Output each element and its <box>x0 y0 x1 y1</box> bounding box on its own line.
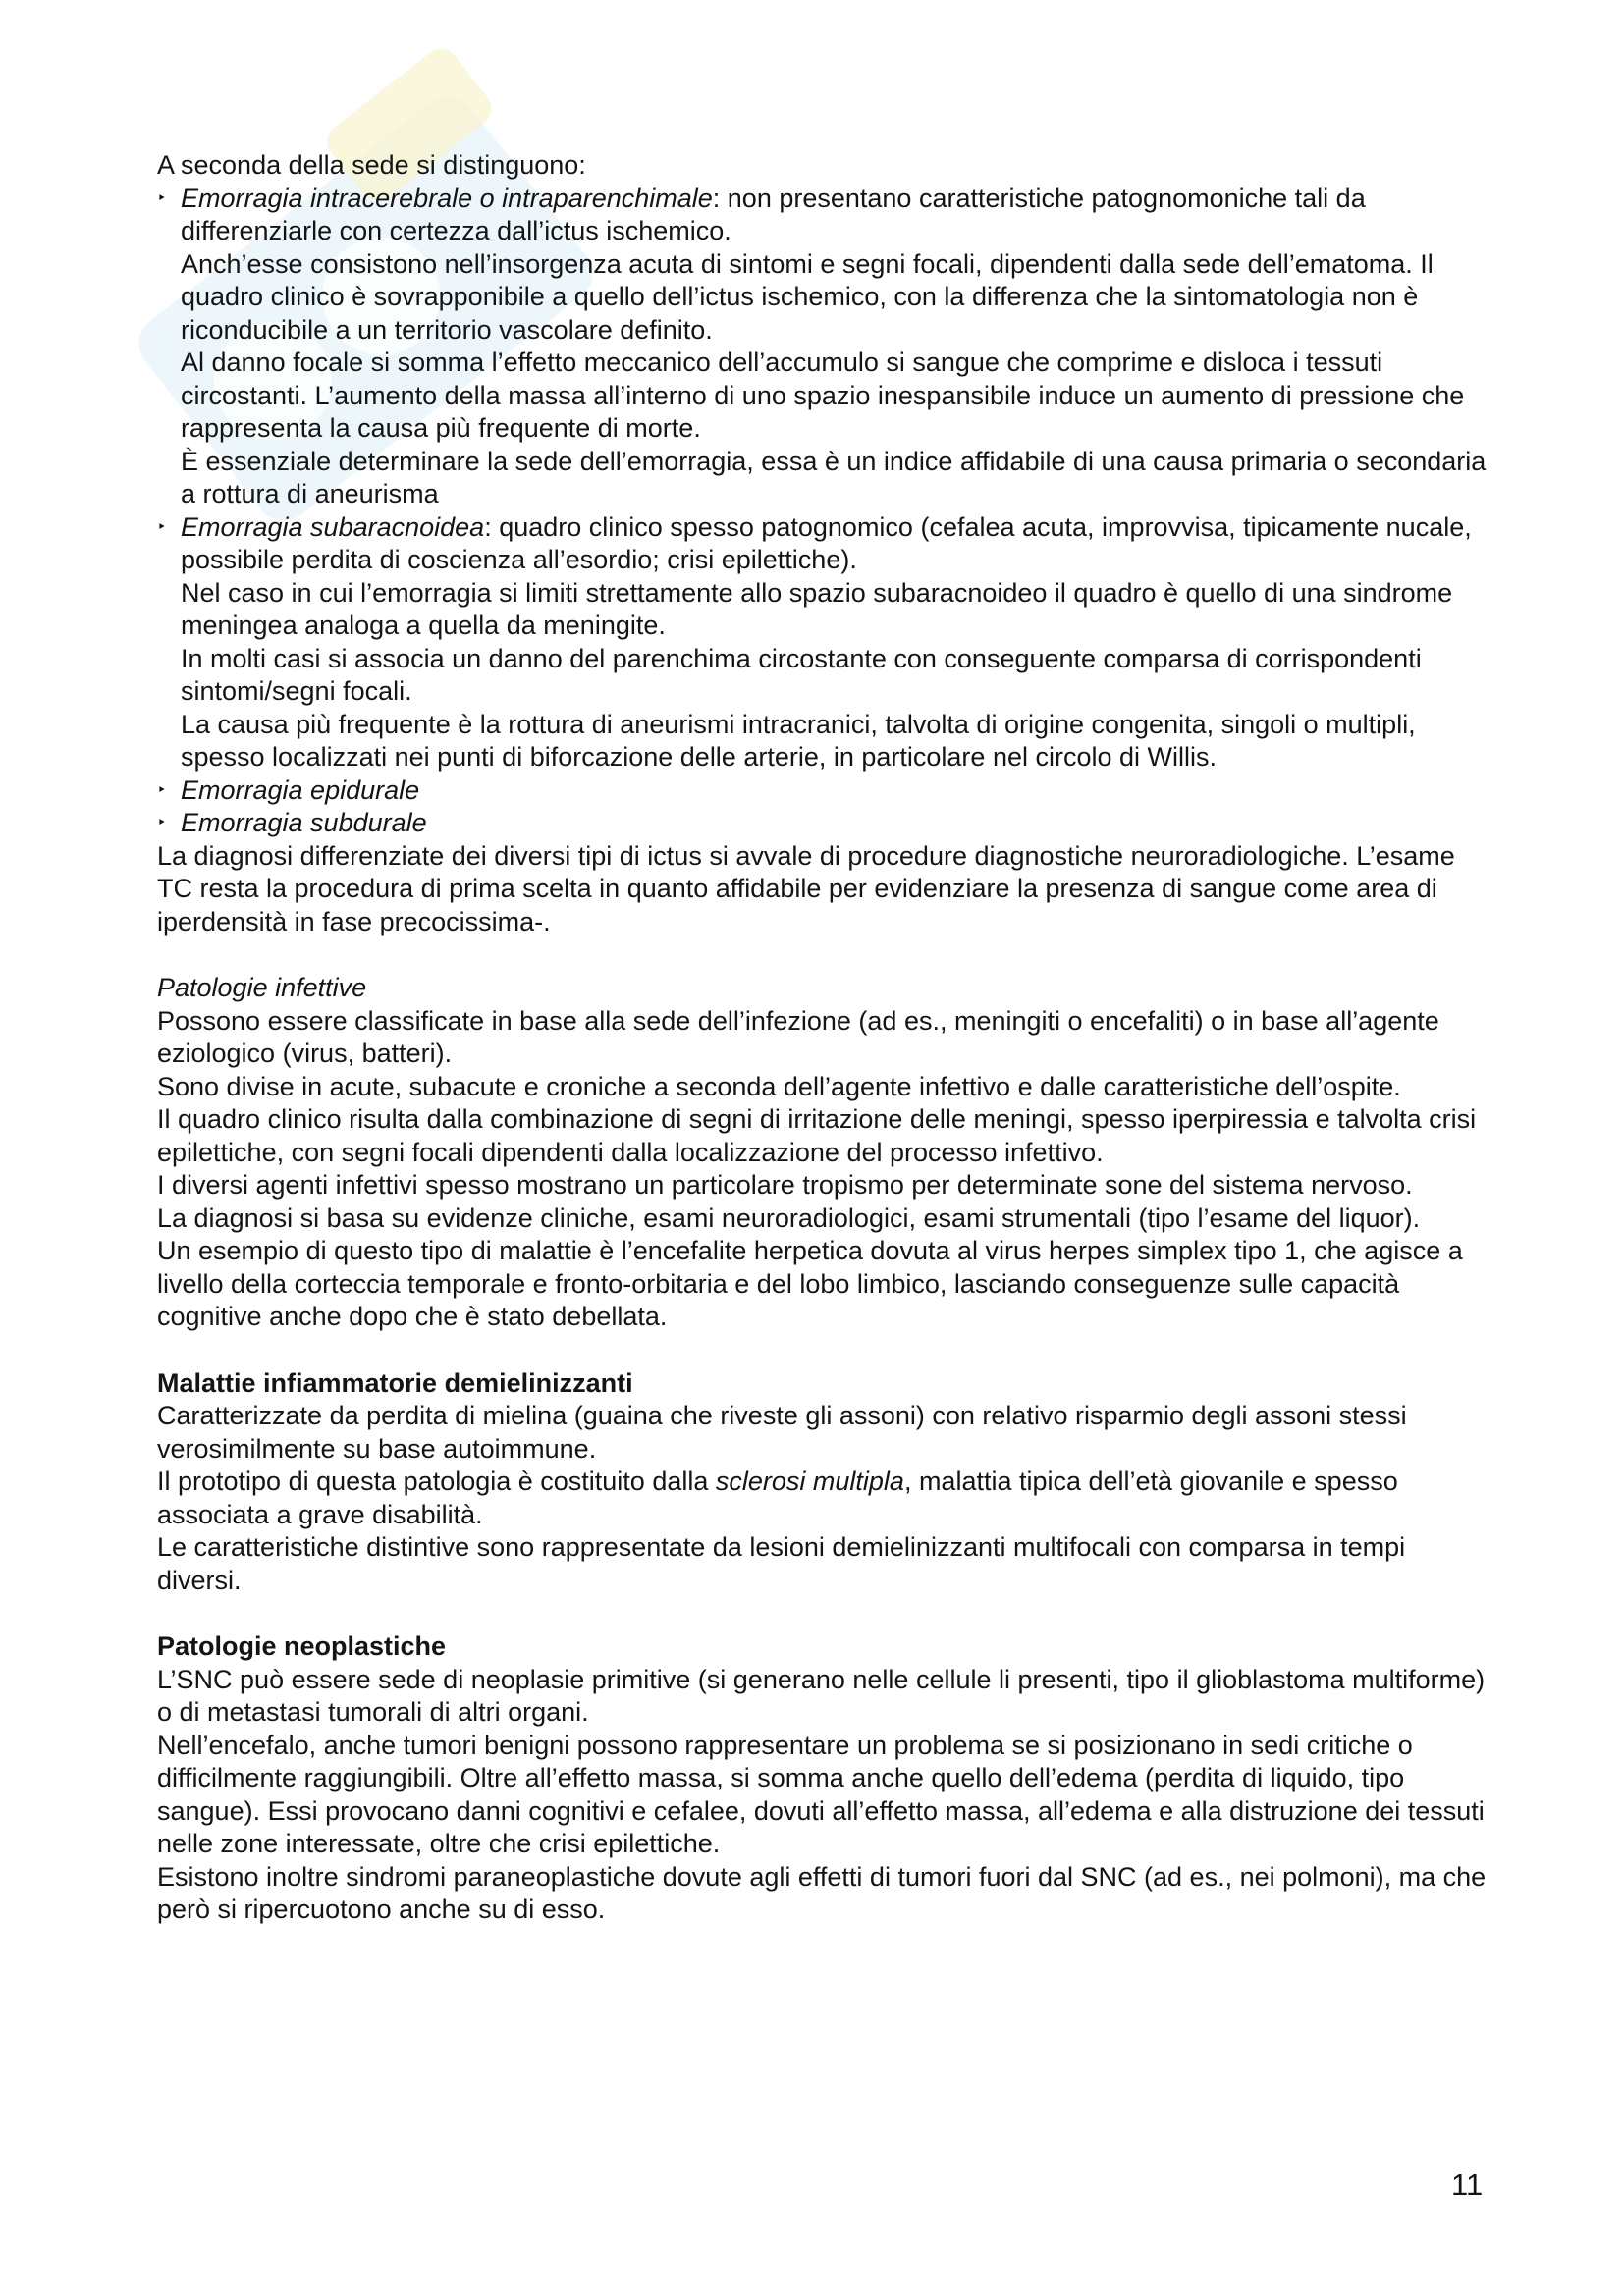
paragraph: I diversi agenti infettivi spesso mostrano un particolare tropismo per determinate sone del sistema nervoso. <box>157 1170 1413 1200</box>
diagnosis-paragraph: La diagnosi differenziate dei diversi tipi di ictus si avvale di procedure diagnostiche neuroradiologiche. L’esame TC resta la procedura di prima scelta in quanto affidabile per evidenziare la presenza di sangue come area di iperdensità in fase precocissima-. <box>157 840 1455 936</box>
intro-line: A seconda della sede si distinguono: <box>157 150 586 180</box>
list-item-lead-text: : quadro clinico spesso patognomico (cefalea acuta, improvvisa, tipicamente nucale, possibile perdita di coscienza all’esordio; crisi epilettiche). <box>181 511 1472 574</box>
list-item-title: Emorragia intracerebrale o intraparenchimale <box>181 183 713 213</box>
list-item-paragraph: È essenziale determinare la sede dell’emorragia, essa è un indice affidabile di una causa primaria o secondaria a rottura di aneurisma <box>181 446 1487 508</box>
list-item-paragraph: Nel caso in cui l’emorragia si limiti strettamente allo spazio subaracnoideo il quadro è quello di una sindrome meningea analoga a quella da meningite. <box>181 577 1453 640</box>
list-item-paragraph: Al danno focale si somma l’effetto meccanico dell’accumulo si sangue che comprime e disloca i tessuti circostanti. L’aumento della massa all’interno di uno spazio inespansibile induce un aumento di pressione che rappresenta la causa più frequente di morte. <box>181 347 1465 443</box>
page-number: 11 <box>1451 2167 1484 2202</box>
paragraph: Esistono inoltre sindromi paraneoplastiche dovute agli effetti di tumori fuori dal SNC (ad es., nei polmoni), ma che però si ripercuotono anche su di esso. <box>157 1861 1487 1924</box>
section-heading-neoplastic: Patologie neoplastiche <box>157 1631 447 1661</box>
paragraph-with-italic <box>157 1466 1492 1531</box>
list-item <box>157 183 1492 511</box>
bullet-marker: ‣ <box>157 815 167 831</box>
list-item-lead <box>181 183 1492 248</box>
paragraph: Un esempio di questo tipo di malattie è l’encefalite herpetica dovuta al virus herpes simplex tipo 1, che agisce a livello della corteccia temporale e fronto-orbitaria e del lobo limbico, lasciando conseguenze sulle capacità cognitive anche dopo che è stato debellata. <box>157 1236 1463 1331</box>
list-item-paragraph: Anch’esse consistono nell’insorgenza acuta di sintomi e segni focali, dipendenti dalla sede dell’ematoma. Il quadro clinico è sovrapponibile a quello dell’ictus ischemico, con la differenza che la sintomatologia non è riconducibile a un territorio vascolare definito. <box>181 248 1434 345</box>
list-item <box>157 807 1492 840</box>
list-item-lead-text: : non presentano caratteristiche patognomoniche tali da differenziarle con certezza dall’ictus ischemico. <box>181 183 1366 245</box>
emphasis-text: sclerosi multipla <box>715 1467 904 1496</box>
paragraph-text: , malattia tipica dell’età giovanile e spesso associata a grave disabilità. <box>157 1467 1398 1529</box>
list-item-paragraph: La causa più frequente è la rottura di aneurismi intracranici, talvolta di origine congenita, singoli o multipli, spesso localizzati nei punti di biforcazione delle arterie, in particolare nel circolo di Willis. <box>181 709 1416 772</box>
section-heading-infective: Patologie infettive <box>157 973 367 1002</box>
list-item <box>157 774 1492 808</box>
list-item-paragraph: In molti casi si associa un danno del parenchima circostante con conseguente comparsa di corrispondenti sintomi/segni focali. <box>181 643 1422 706</box>
section-heading-demyelinating: Malattie infiammatorie demielinizzanti <box>157 1367 633 1398</box>
list-item-lead <box>181 807 1492 840</box>
paragraph-text: Il prototipo di questa patologia è costituito dalla <box>157 1467 716 1496</box>
paragraph: La diagnosi si basa su evidenze cliniche, esami neuroradiologici, esami strumentali (tipo l’esame del liquor). <box>157 1202 1421 1233</box>
list-item-title: Emorragia subdurale <box>181 808 427 837</box>
list-item-title: Emorragia subaracnoidea <box>181 511 485 542</box>
bullet-marker: ‣ <box>157 189 167 207</box>
paragraph: Nell’encefalo, anche tumori benigni possono rappresentare un problema se si posizionano in sedi critiche o difficilmente raggiungibili. Oltre all’effetto massa, si somma anche quello dell’edema (perdita di liquido, tipo sangue). Essi provocano danni cognitivi e cefalee, dovuti all’effetto massa, all’edema e alla distruzione dei tessuti nelle zone interessate, oltre che crisi epilettiche. <box>157 1730 1485 1858</box>
list-item-lead <box>181 511 1492 577</box>
paragraph: Il quadro clinico risulta dalla combinazione di segni di irritazione delle meningi, spesso iperpiressia e talvolta crisi epilettiche, con segni focali dipendenti dalla localizzazione del processo infettivo. <box>157 1104 1477 1167</box>
paragraph: Le caratteristiche distintive sono rappresentate da lesioni demielinizzanti multifocali con comparsa in tempi diversi. <box>157 1532 1406 1595</box>
list-item-title: Emorragia epidurale <box>181 774 420 805</box>
list-item-lead <box>181 774 1492 808</box>
list-item <box>157 511 1492 774</box>
hemorrhage-list <box>157 183 1492 840</box>
paragraph: Caratterizzate da perdita di mielina (guaina che riveste gli assoni) con relativo risparmio degli assoni stessi verosimilmente su base autoimmune. <box>157 1401 1407 1464</box>
document-page <box>157 149 1492 1927</box>
bullet-marker: ‣ <box>157 781 167 799</box>
paragraph: Sono divise in acute, subacute e croniche a seconda dell’agente infettivo e dalle caratteristiche dell’ospite. <box>157 1071 1401 1101</box>
paragraph: L’SNC può essere sede di neoplasie primitive (si generano nelle cellule li presenti, tipo il glioblastoma multiforme) o di metastasi tumorali di altri organi. <box>157 1664 1486 1727</box>
bullet-marker: ‣ <box>157 518 167 536</box>
paragraph: Possono essere classificate in base alla sede dell’infezione (ad es., meningiti o encefaliti) o in base all’agente eziologico (virus, batteri). <box>157 1005 1439 1068</box>
